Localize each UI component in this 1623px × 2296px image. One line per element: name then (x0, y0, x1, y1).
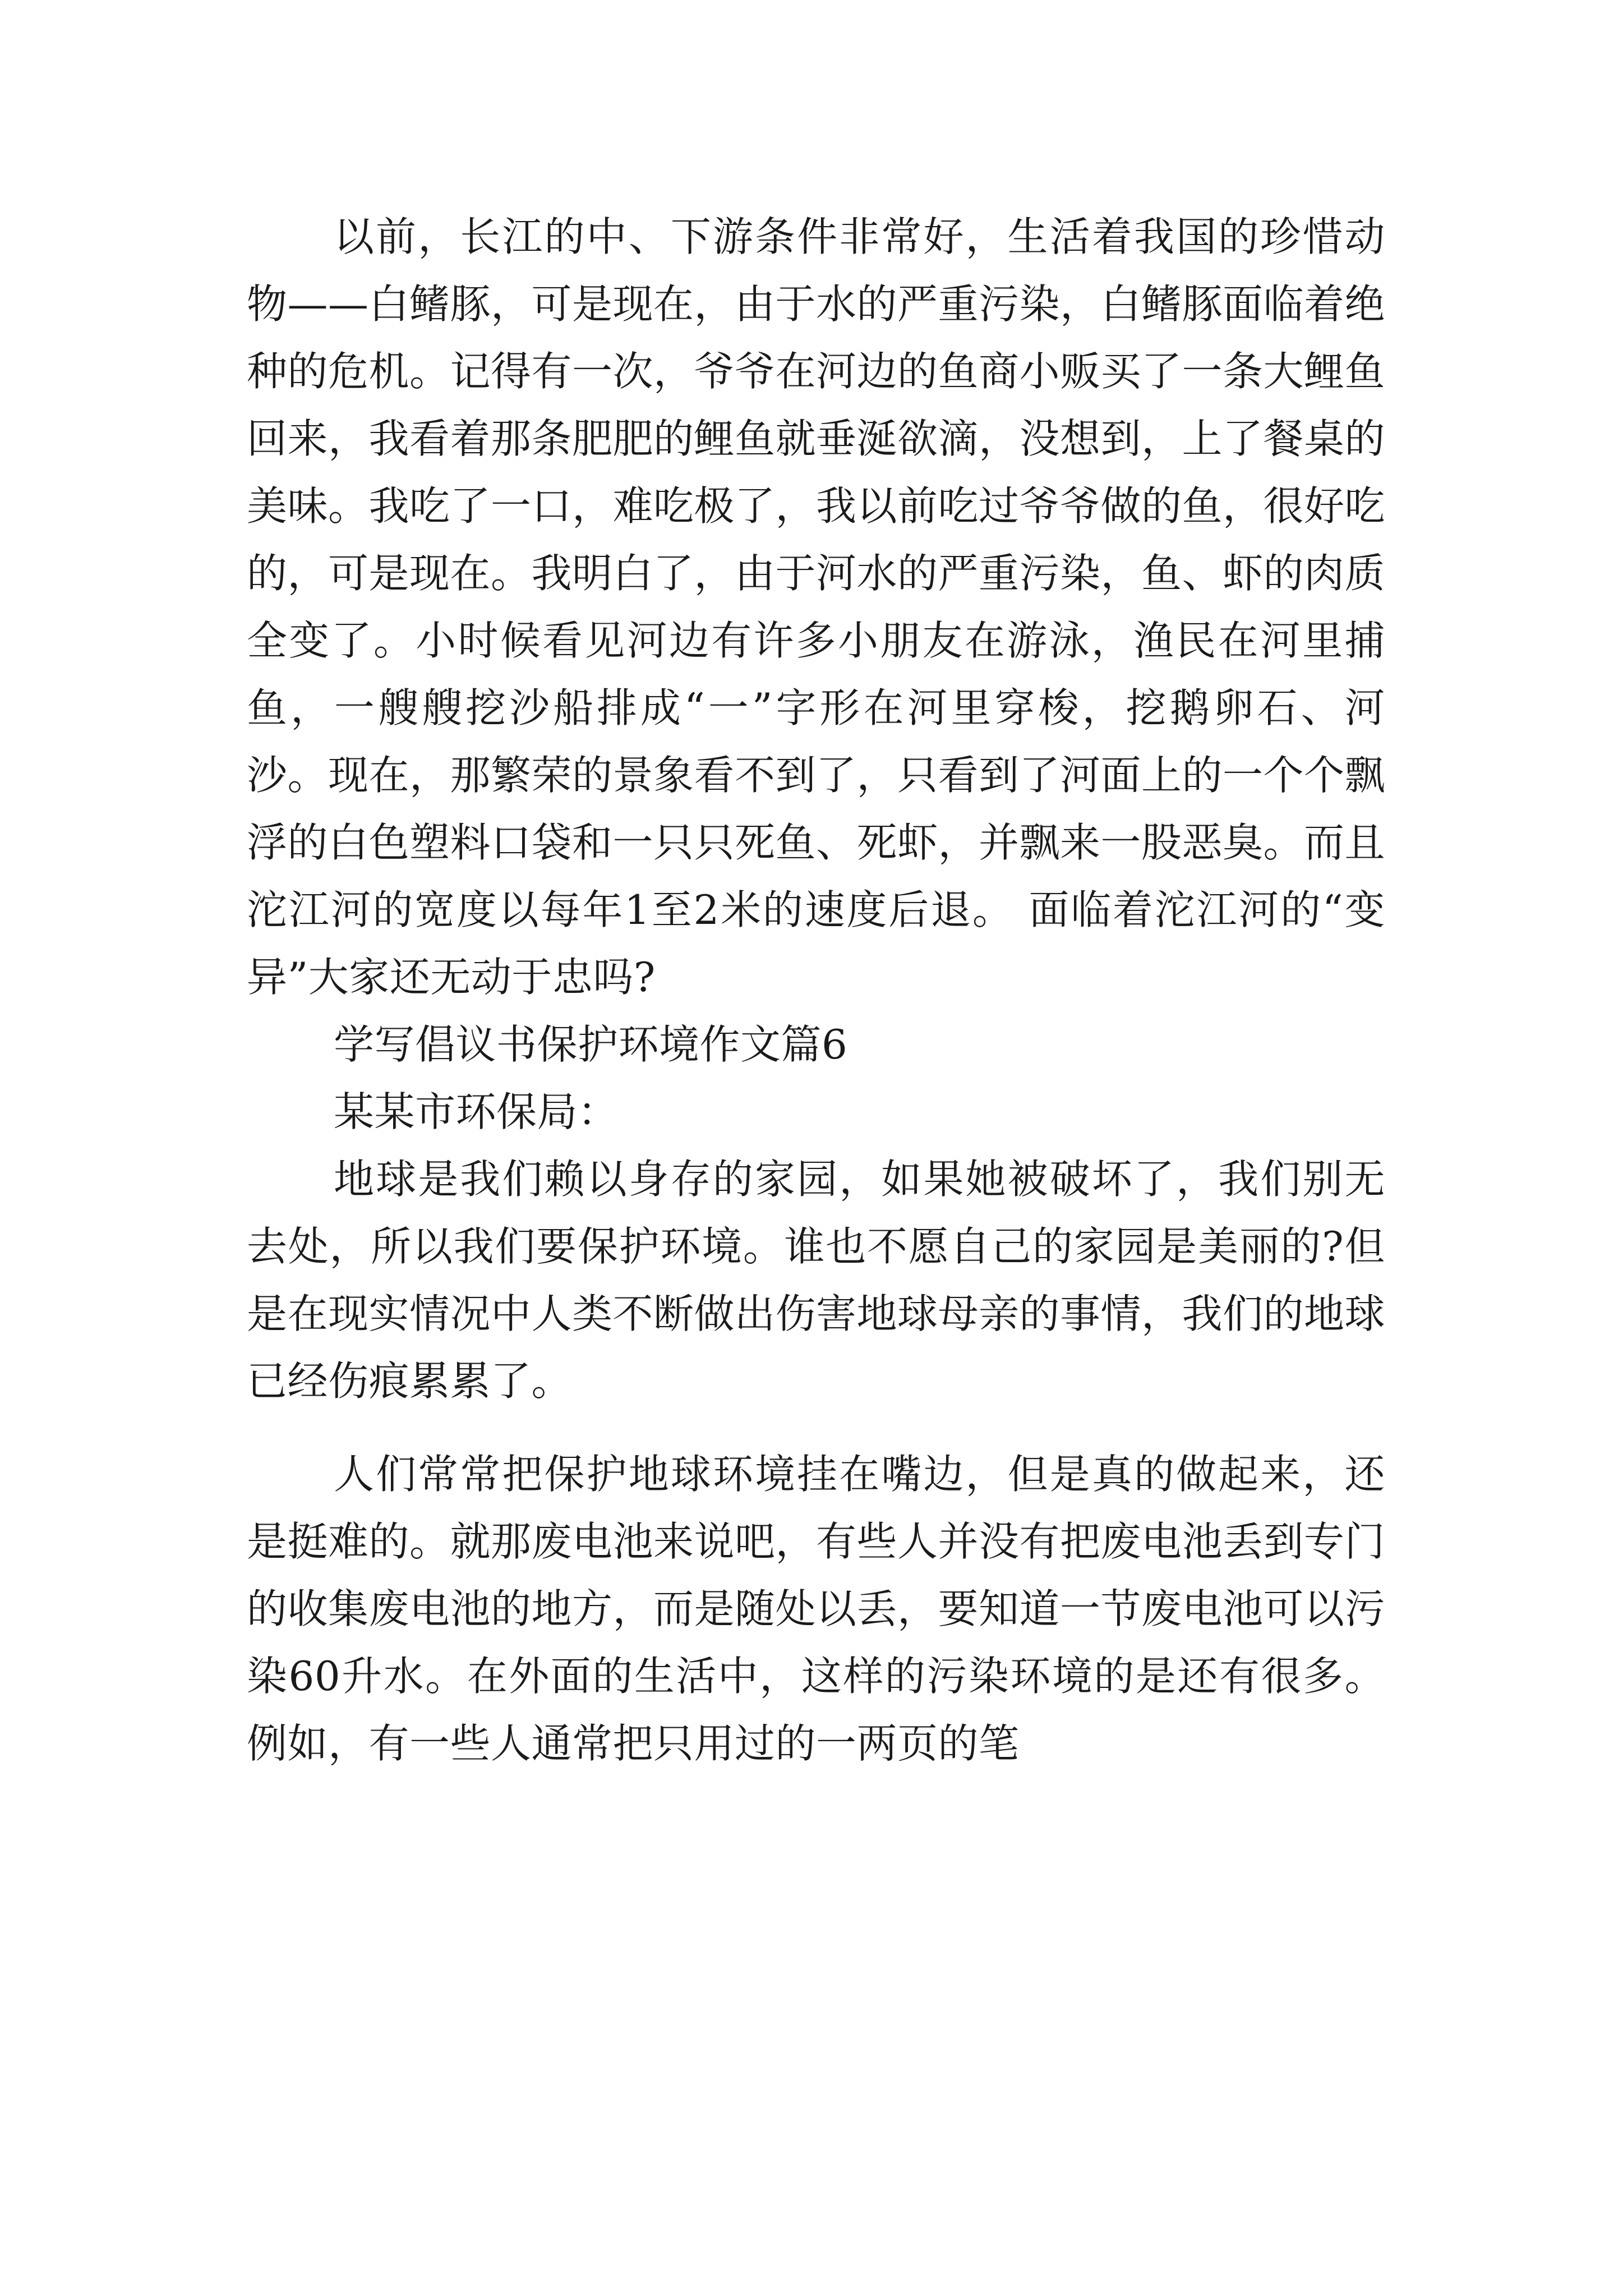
letter-salutation: 某某市环保局： (334, 1088, 619, 1135)
paragraph-battery-pollution: 人们常常把保护地球环境挂在嘴边，但是真的做起来，还是挺难的。就那废电池来说吧，有些人并没有把废电池丢到专门的收集废电池的地方，而是随处以丢，要知道一节废电池可以污染60升水。在外面的生活中，这样的污染环境的是还有很多。例如，有一些人通常把只用过的一两页的笔 (247, 1451, 1386, 1767)
essay-heading: 学写倡议书保护环境作文篇6 (334, 1021, 848, 1068)
paragraph-yangtze-pollution: 以前，长江的中、下游条件非常好，生活着我国的珍惜动物——白鳍豚，可是现在，由于水的严重污染，白鳍豚面临着绝种的危机。记得有一次，爷爷在河边的鱼商小贩买了一条大鲤鱼回来，我看着那条肥肥的鲤鱼就垂涎欲滴，没想到，上了餐桌的美味。我吃了一口，难吃极了，我以前吃过爷爷做的鱼，很好吃的，可是现在。我明白了，由于河水的严重污染，鱼、虾的肉质全变了。小时候看见河边有许多小朋友在游泳，渔民在河里捕鱼，一艘艘挖沙船排成“一”字形在河里穿梭，挖鹅卵石、河沙。现在，那繁荣的景象看不到了，只看到了河面上的一个个飘浮的白色塑料口袋和一只只死鱼、死虾，并飘来一股恶臭。而且沱江河的宽度以每年1至2米的速度后退。 面临着沱江河的“变异”大家还无动于忠吗? (247, 213, 1386, 1001)
document-body (247, 203, 1385, 1777)
paragraph-earth-home: 地球是我们赖以身存的家园，如果她被破坏了，我们别无去处，所以我们要保护环境。谁也不愿自己的家园是美丽的?但是在现实情况中人类不断做出伤害地球母亲的事情，我们的地球已经伤痕累累了。 (247, 1156, 1386, 1405)
